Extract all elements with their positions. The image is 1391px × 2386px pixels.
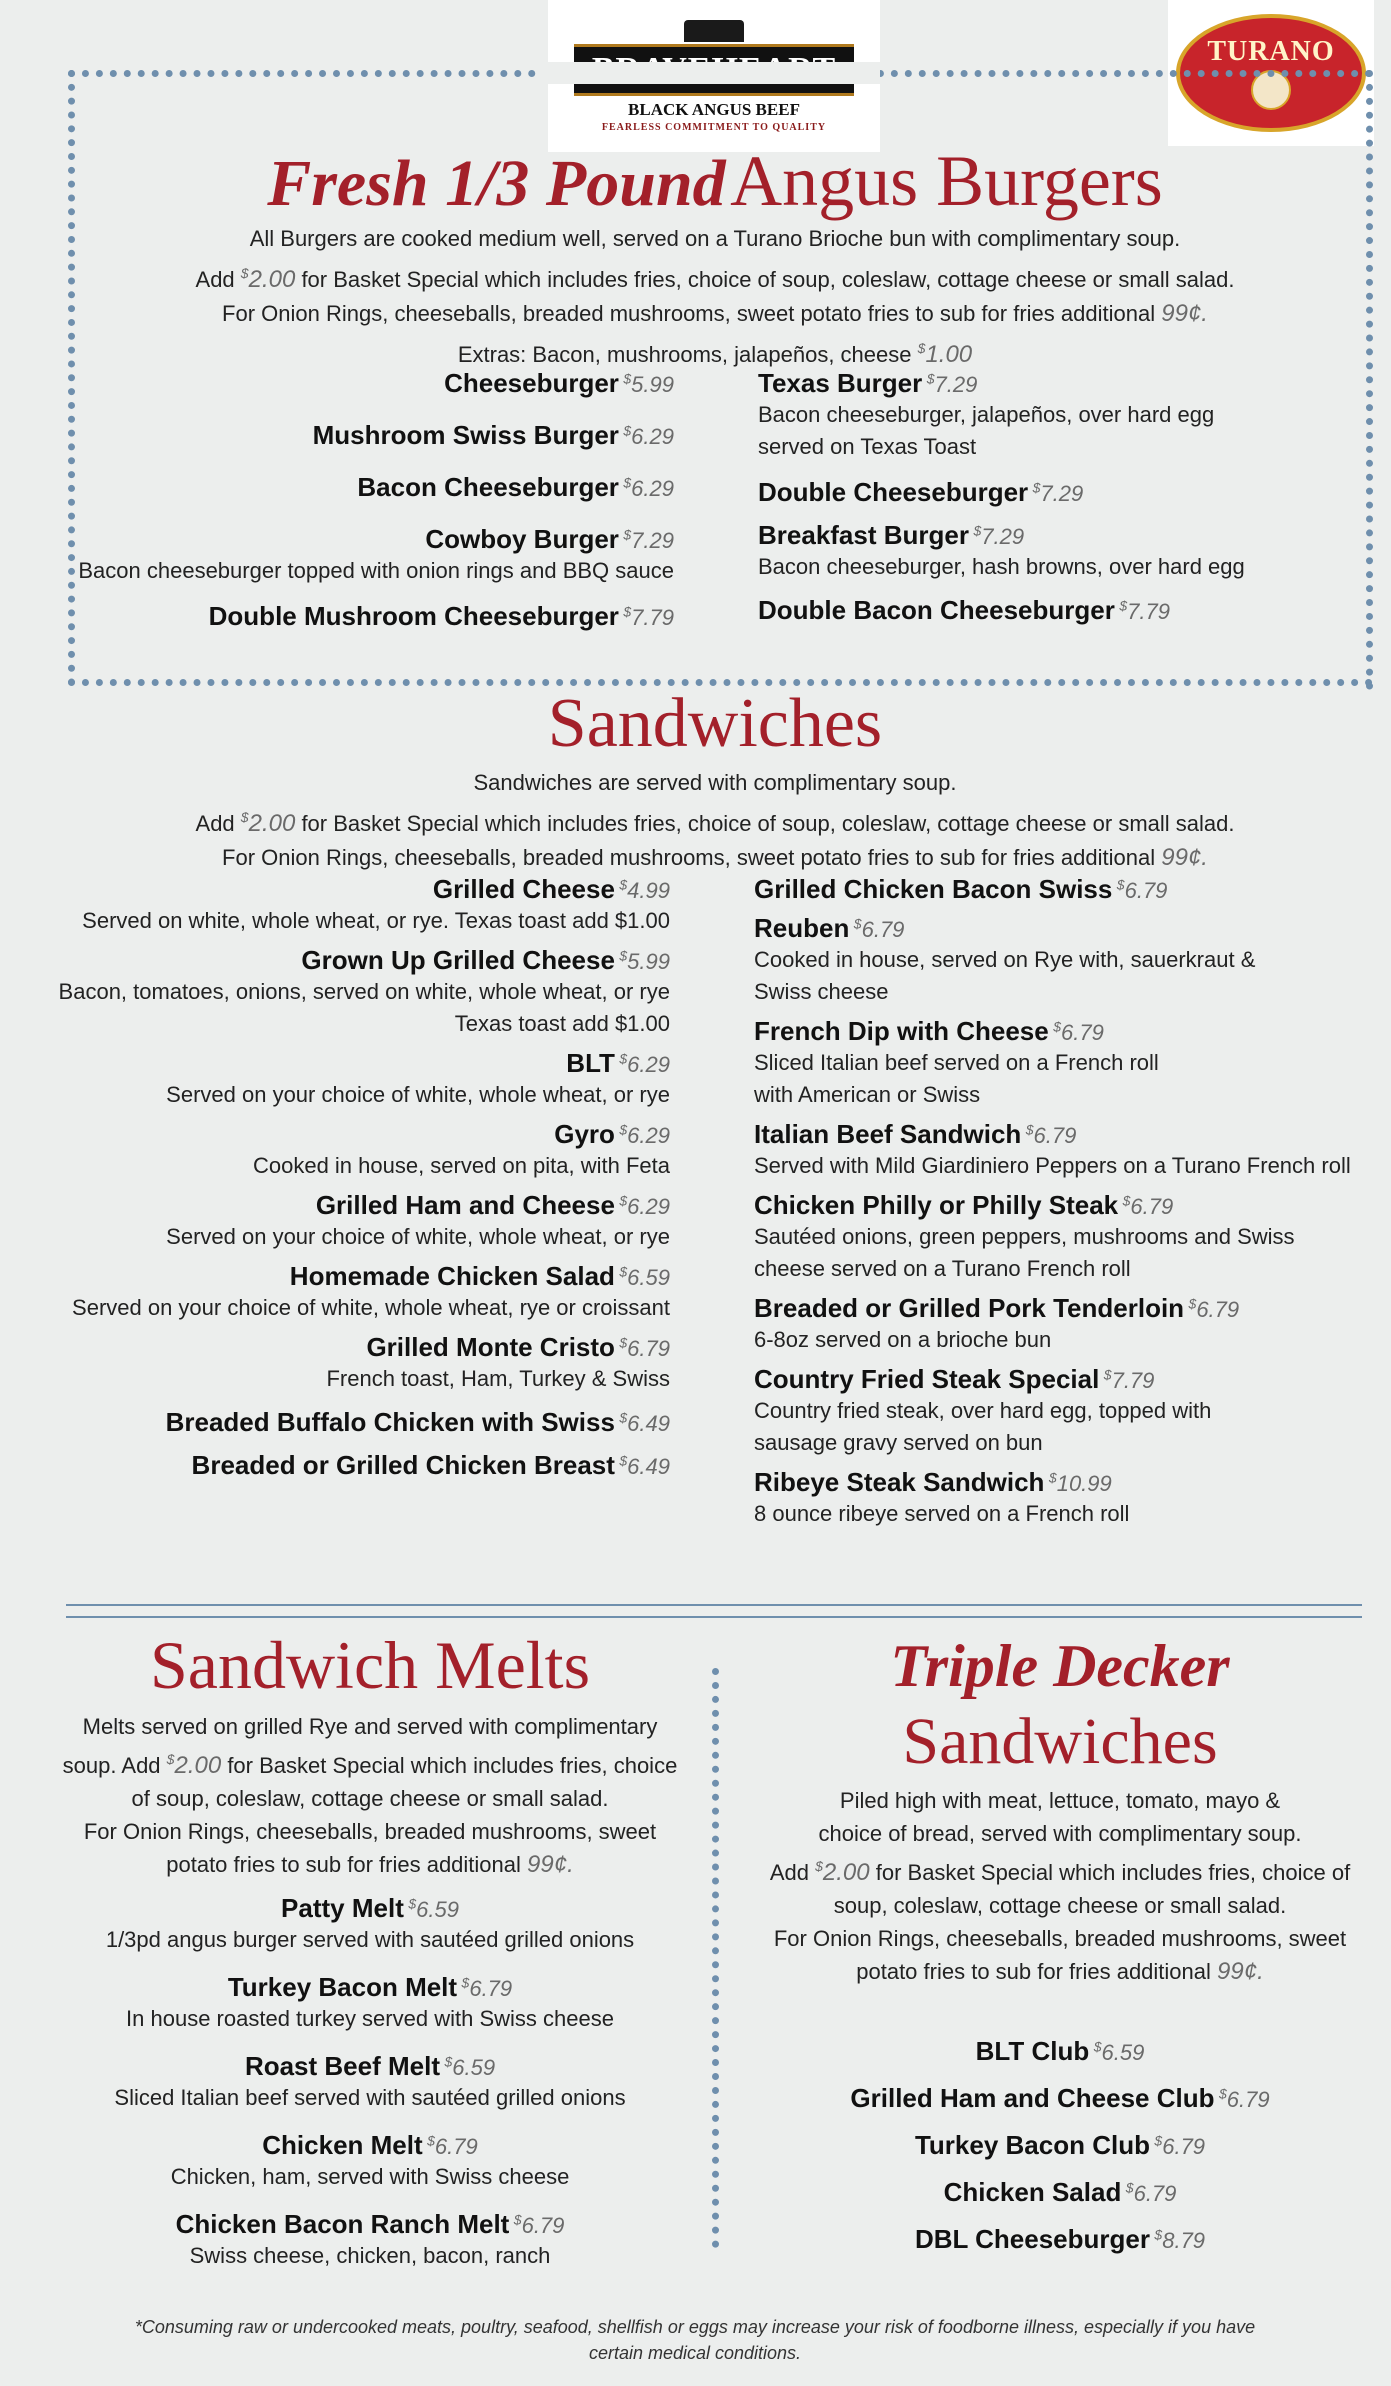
menu-item-desc: Bacon cheeseburger topped with onion rings and BBQ sauce — [78, 558, 674, 583]
braveheart-logo-sub: BLACK ANGUS BEEF — [628, 99, 800, 119]
menu-item: Chicken Philly or Philly Steak $6.79 Sautéed onions, green peppers, mushrooms and Swiss cheese served on a Turano French roll — [754, 1190, 1295, 1281]
triple-list — [740, 2036, 1380, 2255]
burgers-sub-price: 99¢. — [1161, 300, 1208, 327]
menu-item: Cheeseburger $5.99 — [444, 368, 674, 398]
menu-item: Bacon Cheeseburger $6.29 — [357, 472, 674, 502]
burgers-intro-line-3: For Onion Rings, cheeseballs, breaded mushrooms, sweet potato fries to sub for fries additional 99¢. — [222, 300, 1208, 327]
crest-icon — [684, 20, 744, 42]
section-divider — [66, 1616, 1362, 1618]
triple-title-script: Triple Decker — [890, 1633, 1230, 1699]
burgers-intro — [0, 222, 1391, 372]
menu-item: Breaded or Grilled Chicken Breast $6.49 — [191, 1450, 670, 1480]
burgers-intro-line-1: All Burgers are cooked medium well, served on a Turano Brioche bun with complimentary soup. — [249, 226, 1181, 251]
menu-item: Italian Beef Sandwich $6.79 Served with Mild Giardiniero Peppers on a Turano French roll — [754, 1119, 1351, 1178]
menu-item: Chicken Melt $6.79 Chicken, ham, served with Swiss cheese — [170, 2130, 570, 2189]
triple-section — [740, 1628, 1380, 2267]
sandwiches-left-column — [40, 874, 670, 1493]
menu-item: Roast Beef Melt $6.59 Sliced Italian beef served with sautéed grilled onions — [114, 2051, 626, 2110]
menu-item: Homemade Chicken Salad $6.59 Served on your choice of white, whole wheat, rye or croissant — [72, 1261, 670, 1320]
menu-item: BLT Club $6.59 — [975, 2036, 1145, 2066]
menu-item: Grilled Chicken Bacon Swiss $6.79 — [754, 874, 1168, 904]
menu-item: Grilled Cheese $4.99 Served on white, whole wheat, or rye. Texas toast add $1.00 — [82, 874, 670, 933]
burgers-basket-price: 2.00 — [248, 266, 296, 293]
frame-gap — [536, 62, 880, 84]
menu-item: Breaded or Grilled Pork Tenderloin $6.79 6-8oz served on a brioche bun — [754, 1293, 1240, 1352]
menu-item: Double Bacon Cheeseburger $7.79 — [758, 595, 1170, 625]
menu-item: Grilled Monte Cristo $6.79 French toast, Ham, Turkey & Swiss — [326, 1332, 670, 1391]
menu-item: Reuben $6.79 Cooked in house, served on Rye with, sauerkraut & Swiss cheese — [754, 913, 1256, 1004]
menu-item: Turkey Bacon Club $6.79 — [914, 2130, 1206, 2160]
menu-item: Cowboy Burger $7.29 Bacon cheeseburger topped with onion rings and BBQ sauce — [60, 524, 674, 587]
menu-item: Chicken Salad $6.79 — [943, 2177, 1177, 2207]
burgers-intro-line-2: Add $2.00 for Basket Special which includes fries, choice of soup, coleslaw, cottage cheese or small salad. — [195, 265, 1235, 293]
turano-logo-name: TURANO — [1207, 36, 1335, 67]
menu-item: Grown Up Grilled Cheese $5.99 Bacon, tomatoes, onions, served on white, whole wheat, or rye Texas toast add $1.00 — [58, 945, 670, 1036]
burgers-intro-line-4: Extras: Bacon, mushrooms, jalapeños, cheese $1.00 — [457, 340, 973, 368]
menu-item: Double Mushroom Cheeseburger $7.79 — [208, 601, 674, 631]
burgers-title-script: Fresh 1/3 Pound — [267, 147, 726, 220]
menu-item: Ribeye Steak Sandwich $10.99 8 ounce ribeye served on a French roll — [754, 1467, 1130, 1526]
menu-item: Country Fried Steak Special $7.79 Country fried steak, over hard egg, topped with sausage gravy served on bun — [754, 1364, 1212, 1455]
braveheart-logo-tagline: FEARLESS COMMITMENT TO QUALITY — [601, 121, 827, 133]
menu-item: French Dip with Cheese $6.79 Sliced Italian beef served on a French roll with American or Swiss — [754, 1016, 1159, 1107]
menu-item: Patty Melt $6.59 1/3pd angus burger served with sautéed grilled onions — [105, 1893, 635, 1952]
melts-section — [60, 1620, 680, 2284]
menu-item: Turkey Bacon Melt $6.79 In house roasted turkey served with Swiss cheese — [126, 1972, 614, 2031]
melts-list — [60, 1893, 680, 2272]
melts-title: Sandwich Melts — [149, 1627, 591, 1703]
burgers-add-label: Add — [195, 267, 235, 292]
menu-item-desc: Bacon cheeseburger, jalapeños, over hard egg served on Texas Toast — [758, 402, 1215, 459]
burgers-left-column — [60, 368, 674, 644]
menu-item: Breaded Buffalo Chicken with Swiss $6.49 — [165, 1407, 670, 1437]
menu-item: Breakfast Burger $7.29 Bacon cheeseburger, hash browns, over hard egg — [758, 520, 1318, 583]
menu-item: Chicken Bacon Ranch Melt $6.79 Swiss cheese, chicken, bacon, ranch — [175, 2209, 565, 2268]
burgers-right-column — [758, 368, 1318, 638]
menu-item: DBL Cheeseburger $8.79 — [914, 2224, 1206, 2254]
menu-item: Texas Burger $7.29 Bacon cheeseburger, jalapeños, over hard egg served on Texas Toast — [758, 368, 1318, 463]
menu-item: BLT $6.29 Served on your choice of white, whole wheat, or rye — [166, 1048, 670, 1107]
melts-intro: Melts served on grilled Rye and served with complimentary soup. Add $2.00 for Basket Special which includes fries, choice of soup, coleslaw, cottage cheese or small salad. For Onion Rings, cheeseballs, breaded mushrooms, sweet potato fries to sub for fries additional 99¢. — [62, 1714, 678, 1878]
triple-intro: Piled high with meat, lettuce, tomato, mayo & choice of bread, served with complimentary soup. Add $2.00 for Basket Special which includes fries, choice of soup, coleslaw, cottage cheese or small salad. For Onion Rings, cheeseballs, breaded mushrooms, sweet potato fries to sub for fries additional 99¢. — [769, 1788, 1351, 1985]
sandwiches-title: Sandwiches — [547, 685, 883, 762]
triple-title-serif: Sandwiches — [902, 1705, 1218, 1778]
burgers-title-serif: Angus Burgers — [730, 141, 1163, 221]
burgers-title — [0, 140, 1391, 223]
menu-item: Mushroom Swiss Burger $6.29 — [312, 420, 674, 450]
menu-item: Grilled Ham and Cheese Club $6.79 — [850, 2083, 1270, 2113]
menu-item: Gyro $6.29 Cooked in house, served on pita, with Feta — [252, 1119, 670, 1178]
section-divider — [66, 1604, 1362, 1606]
column-divider — [712, 1668, 719, 2248]
menu-item-desc: Bacon cheeseburger, hash browns, over hard egg — [758, 554, 1245, 579]
health-disclaimer: *Consuming raw or undercooked meats, poultry, seafood, shellfish or eggs may increase your risk of foodborne illness, especially if you have certain medical conditions. — [134, 2317, 1256, 2363]
sandwiches-intro: Sandwiches are served with complimentary soup. Add $2.00 for Basket Special which includes fries, choice of soup, coleslaw, cottage cheese or small salad. For Onion Rings, cheeseballs, breaded mushrooms, sweet potato fries to sub for fries additional 99¢. — [195, 770, 1235, 871]
menu-item: Grilled Ham and Cheese $6.29 Served on your choice of white, whole wheat, or rye — [166, 1190, 670, 1249]
sandwiches-right-column — [754, 874, 1364, 1542]
burgers-extras-price: 1.00 — [925, 341, 973, 368]
menu-item: Double Cheeseburger $7.29 — [758, 477, 1084, 507]
